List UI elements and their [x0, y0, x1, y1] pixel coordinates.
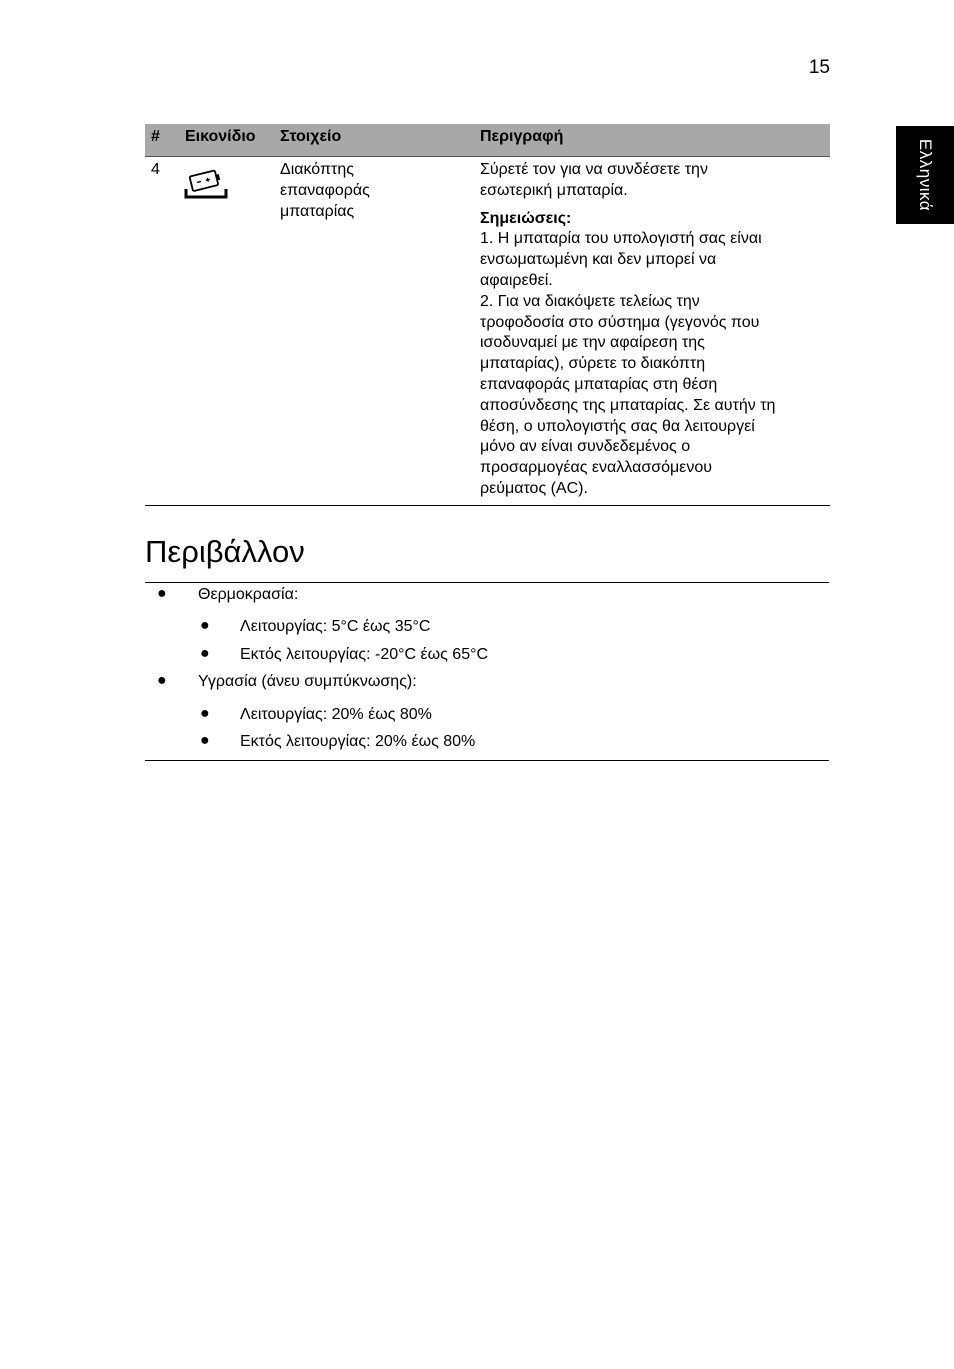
- header-number: #: [151, 128, 160, 145]
- note-line: μπαταρίας), σύρετε το διακόπτη: [480, 355, 706, 373]
- note-line: αποσύνδεσης της μπαταρίας. Σε αυτήν τη: [480, 396, 776, 414]
- item-line: επαναφοράς: [280, 181, 370, 199]
- bullet-dot: ●: [200, 645, 210, 662]
- bullet-temperature-operating: [200, 617, 431, 636]
- bullet-dot: ●: [200, 705, 210, 722]
- table-header: [145, 124, 830, 157]
- notes-title: Σημειώσεις:: [480, 209, 572, 227]
- bullet-dot: ●: [200, 732, 210, 749]
- note-line: προσαρμογέας εναλλασσόμενου: [480, 459, 712, 477]
- bullet-text: Λειτουργίας: 5°C έως 35°C: [240, 618, 431, 635]
- item-description: [480, 160, 825, 500]
- item-line: μπαταρίας: [280, 202, 355, 220]
- battery-reset-icon: [183, 167, 229, 201]
- description-line: εσωτερική μπαταρία.: [480, 181, 628, 199]
- language-tab-label: Ελληνικά: [916, 138, 935, 212]
- header-item: Στοιχείο: [280, 128, 342, 145]
- bullet-text: Εκτός λειτουργίας: -20°C έως 65°C: [240, 646, 489, 663]
- section-end-divider: [145, 760, 829, 761]
- row-number: 4: [151, 161, 160, 178]
- item-name: [280, 160, 460, 222]
- note-line: ισοδυναμεί με την αφαίρεση της: [480, 334, 705, 352]
- note-line: τροφοδοσία στο σύστημα (γεγονός που: [480, 313, 760, 331]
- bullet-text: Θερμοκρασία:: [198, 586, 299, 603]
- note-line: μόνο αν είναι συνδεδεμένος ο: [480, 438, 691, 456]
- description-line: Σύρετέ τον για να συνδέσετε την: [480, 161, 708, 178]
- bullet-humidity: [157, 672, 417, 691]
- bullet-humidity-operating: [200, 705, 432, 724]
- bullet-text: Λειτουργίας: 20% έως 80%: [240, 706, 432, 723]
- spec-table: [145, 124, 830, 506]
- header-description: Περιγραφή: [480, 128, 564, 145]
- note-line: θέση, ο υπολογιστής σας θα λειτουργεί: [480, 417, 755, 435]
- section-title: Περιβάλλον: [145, 534, 305, 569]
- note-line: 2. Για να διακόψετε τελείως την: [480, 292, 700, 310]
- note-line: ρεύματος (AC).: [480, 479, 588, 497]
- note-line: 1. Η μπαταρία του υπολογιστή σας είναι: [480, 230, 762, 248]
- bullet-humidity-non-operating: [200, 732, 476, 751]
- note-line: ενσωματωμένη και δεν μπορεί να: [480, 251, 717, 269]
- bullet-temperature: [157, 585, 299, 604]
- note-line: αφαιρεθεί.: [480, 271, 553, 289]
- item-line: Διακόπτης: [280, 161, 354, 178]
- header-icon: Εικονίδιο: [185, 128, 256, 145]
- bullet-text: Εκτός λειτουργίας: 20% έως 80%: [240, 733, 476, 750]
- section-divider: [145, 582, 829, 583]
- bullet-dot: ●: [157, 672, 167, 689]
- note-line: επαναφοράς μπαταρίας στη θέση: [480, 375, 718, 393]
- page-number: 15: [808, 57, 830, 78]
- bullet-text: Υγρασία (άνευ συμπύκνωσης):: [198, 673, 417, 690]
- bullet-temperature-non-operating: [200, 645, 489, 664]
- language-tab: [896, 126, 954, 224]
- bullet-dot: ●: [157, 585, 167, 602]
- bullet-dot: ●: [200, 617, 210, 634]
